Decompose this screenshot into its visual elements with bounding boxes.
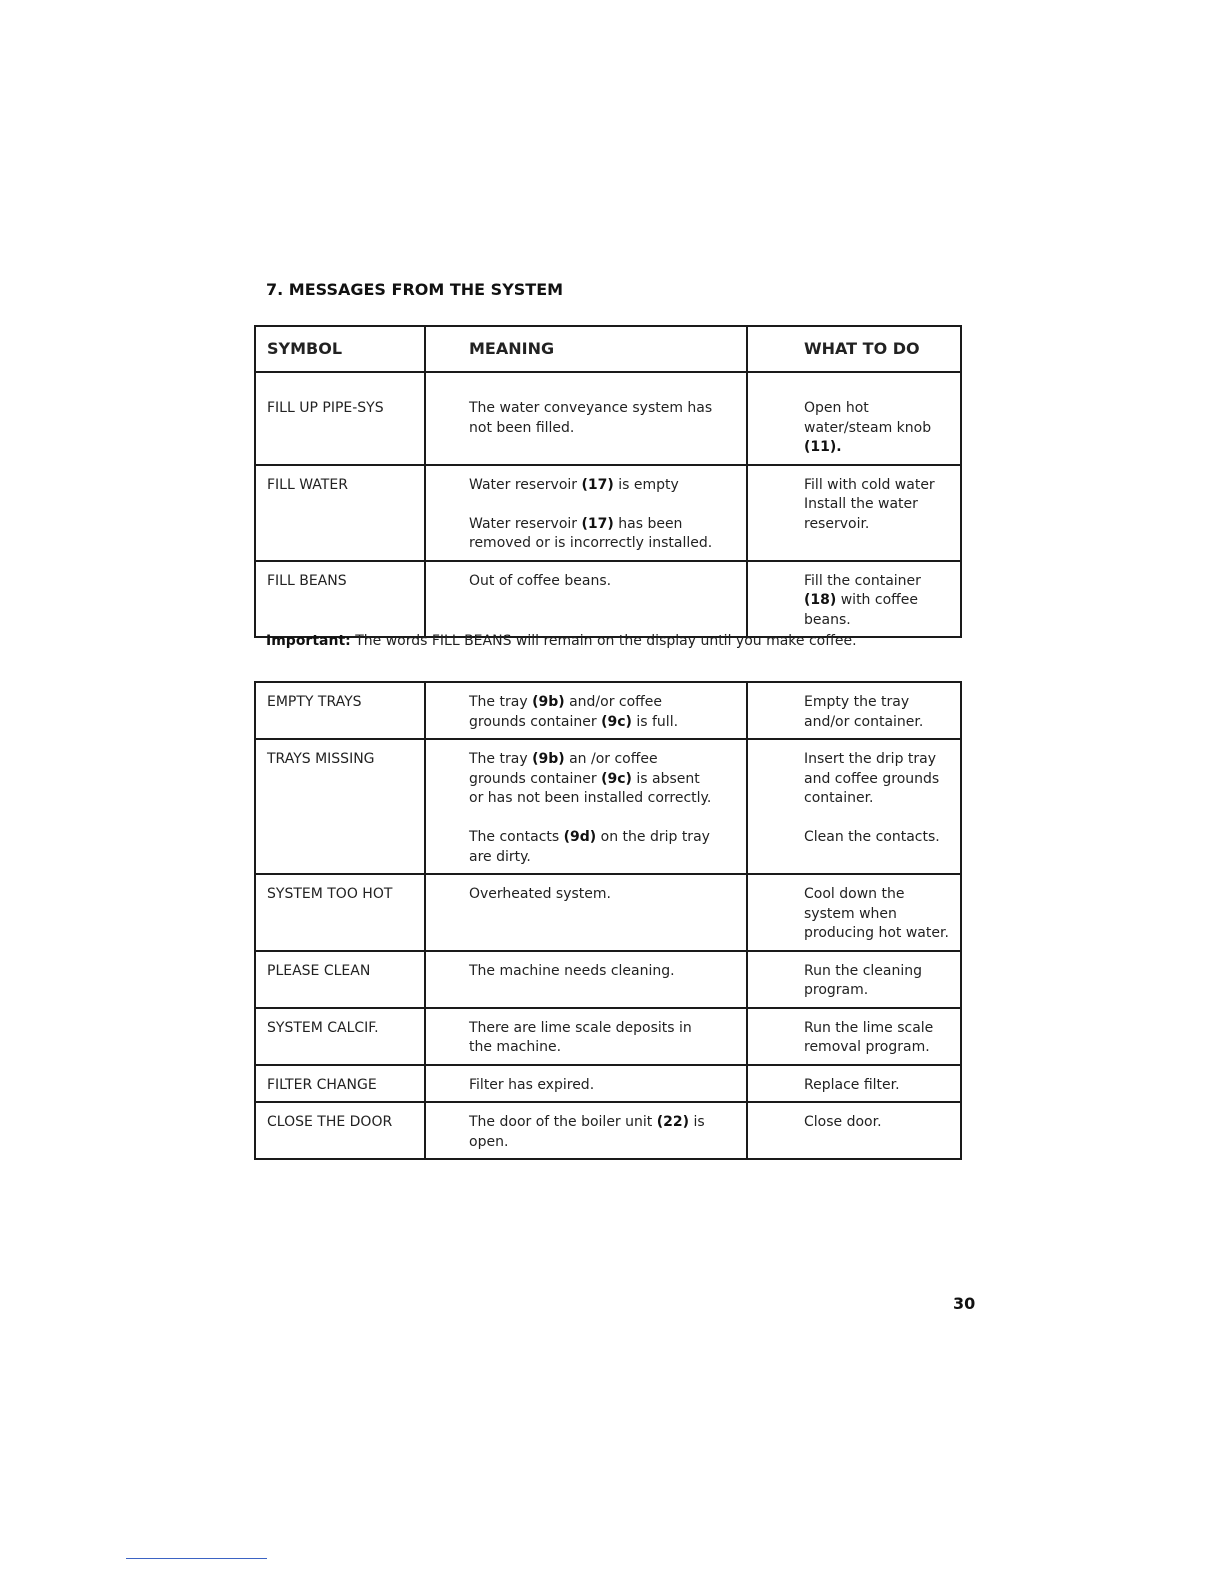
table-row (255, 465, 961, 561)
cell-text: There are lime scale deposits in the machine. (469, 1019, 692, 1055)
part-reference: (9b) (532, 694, 565, 710)
cell-paragraph (804, 828, 950, 848)
part-reference: (18) (804, 592, 837, 608)
footer-line (126, 1558, 267, 1559)
cell-text: Replace filter. (804, 1076, 900, 1093)
cell-text: Overheated system. (469, 886, 611, 902)
cell-text: Water reservoir (469, 515, 582, 532)
message-meaning (425, 682, 747, 739)
message-what-to-do (747, 372, 961, 465)
cell-paragraph (469, 962, 716, 982)
header-symbol: SYMBOL (255, 326, 425, 372)
cell-paragraph (804, 1019, 950, 1058)
cell-text: The tray (469, 694, 533, 710)
section-title: MESSAGES FROM THE SYSTEM (288, 280, 564, 299)
cell-paragraph (469, 572, 716, 592)
important-label: Important: (266, 633, 351, 649)
cell-text: on the drip tray are dirty. (469, 829, 710, 865)
cell-text: Fill with cold water Install the water reservoir. (804, 476, 935, 532)
cell-text: The door of the boiler unit (469, 1114, 657, 1130)
cell-text: Filter has expired. (469, 1076, 595, 1093)
table-row (255, 951, 961, 1008)
cell-paragraph (804, 1076, 950, 1096)
message-symbol: TRAYS MISSING (255, 739, 425, 874)
message-what-to-do (747, 465, 961, 561)
table-row (255, 1102, 961, 1159)
section-number: 7. (266, 280, 284, 299)
cell-text: Run the lime scale removal program. (804, 1019, 934, 1055)
table-2-body (255, 682, 961, 1159)
cell-text: Empty the tray and/or container. (804, 694, 924, 730)
cell-text: is empty (613, 476, 679, 493)
cell-text: The machine needs cleaning. (469, 962, 675, 979)
message-meaning (425, 1008, 747, 1065)
table-row (255, 739, 961, 874)
message-symbol: EMPTY TRAYS (255, 682, 425, 739)
important-text: The words FILL BEANS will remain on the display until you make coffee. (350, 633, 857, 649)
cell-paragraph (469, 1019, 716, 1058)
cell-paragraph (469, 476, 716, 496)
table-row (255, 1008, 961, 1065)
message-what-to-do (747, 951, 961, 1008)
cell-text: Insert the drip tray and coffee grounds container. (804, 751, 940, 806)
cell-paragraph (469, 828, 716, 867)
message-symbol: SYSTEM CALCIF. (255, 1008, 425, 1065)
important-note (266, 633, 857, 649)
message-meaning (425, 1065, 747, 1103)
message-symbol: FILL BEANS (255, 561, 425, 638)
cell-paragraph (804, 750, 950, 809)
message-what-to-do (747, 1065, 961, 1103)
cell-text: The contacts (469, 829, 564, 845)
message-symbol: SYSTEM TOO HOT (255, 874, 425, 951)
part-reference: (17) (581, 476, 614, 493)
cell-text: Out of coffee beans. (469, 572, 612, 589)
message-what-to-do (747, 739, 961, 874)
cell-text: Fill the container (804, 572, 921, 589)
part-reference: (9b) (532, 751, 565, 767)
cell-text: The water conveyance system has not been filled. (469, 400, 713, 436)
cell-paragraph (469, 399, 716, 438)
cell-text: Close door. (804, 1114, 882, 1130)
message-what-to-do (747, 874, 961, 951)
cell-paragraph (804, 885, 950, 944)
messages-table-1 (254, 325, 962, 638)
part-reference: (17) (581, 515, 614, 532)
cell-text: Open hot water/steam knob (804, 400, 932, 436)
message-what-to-do (747, 1102, 961, 1159)
cell-text: is absent or has not been installed correctly. (469, 770, 712, 806)
message-meaning (425, 465, 747, 561)
cell-text: Water reservoir (469, 476, 582, 493)
cell-text: Cool down the system when producing hot water. (804, 886, 949, 941)
cell-text: Run the cleaning program. (804, 962, 923, 998)
cell-text: is open. (469, 1114, 705, 1150)
cell-paragraph (469, 515, 716, 554)
section-heading (266, 280, 563, 299)
table-header-row (255, 326, 961, 372)
cell-text: Clean the contacts. (804, 829, 940, 845)
part-reference: (9c) (601, 713, 632, 730)
cell-paragraph (804, 399, 950, 458)
page-number: 30 (953, 1294, 976, 1313)
table-row (255, 372, 961, 465)
cell-text: an /or coffee grounds container (469, 751, 658, 787)
cell-paragraph (469, 693, 716, 732)
part-reference: (22) (656, 1114, 689, 1130)
message-what-to-do (747, 561, 961, 638)
message-meaning (425, 561, 747, 638)
cell-paragraph (469, 1076, 716, 1096)
message-meaning (425, 951, 747, 1008)
table-row (255, 874, 961, 951)
cell-paragraph (804, 572, 950, 631)
message-symbol: CLOSE THE DOOR (255, 1102, 425, 1159)
cell-paragraph (804, 476, 950, 535)
message-meaning (425, 1102, 747, 1159)
cell-paragraph (804, 962, 950, 1001)
header-meaning: MEANING (425, 326, 747, 372)
message-what-to-do (747, 682, 961, 739)
cell-paragraph (469, 885, 716, 905)
part-reference: (9d) (563, 829, 597, 845)
message-symbol: FILTER CHANGE (255, 1065, 425, 1103)
message-symbol: PLEASE CLEAN (255, 951, 425, 1008)
message-what-to-do (747, 1008, 961, 1065)
part-reference: (11). (804, 439, 842, 455)
table-row (255, 561, 961, 638)
cell-paragraph (469, 1113, 716, 1152)
cell-text: is full. (631, 713, 679, 730)
message-meaning (425, 874, 747, 951)
message-symbol: FILL UP PIPE-SYS (255, 372, 425, 465)
cell-text: with coffee beans. (804, 592, 919, 628)
table-1-body (255, 372, 961, 637)
cell-text: The tray (469, 751, 533, 767)
message-symbol: FILL WATER (255, 465, 425, 561)
cell-text: has been removed or is incorrectly installed. (469, 515, 713, 551)
part-reference: (9c) (601, 770, 632, 787)
table-row (255, 682, 961, 739)
cell-paragraph (469, 750, 716, 809)
header-what-to-do: WHAT TO DO (747, 326, 961, 372)
table-row (255, 1065, 961, 1103)
cell-paragraph (804, 1113, 950, 1133)
message-meaning (425, 739, 747, 874)
cell-paragraph (804, 693, 950, 732)
messages-table-2 (254, 681, 962, 1160)
message-meaning (425, 372, 747, 465)
cell-text: and/or coffee grounds container (469, 694, 663, 730)
